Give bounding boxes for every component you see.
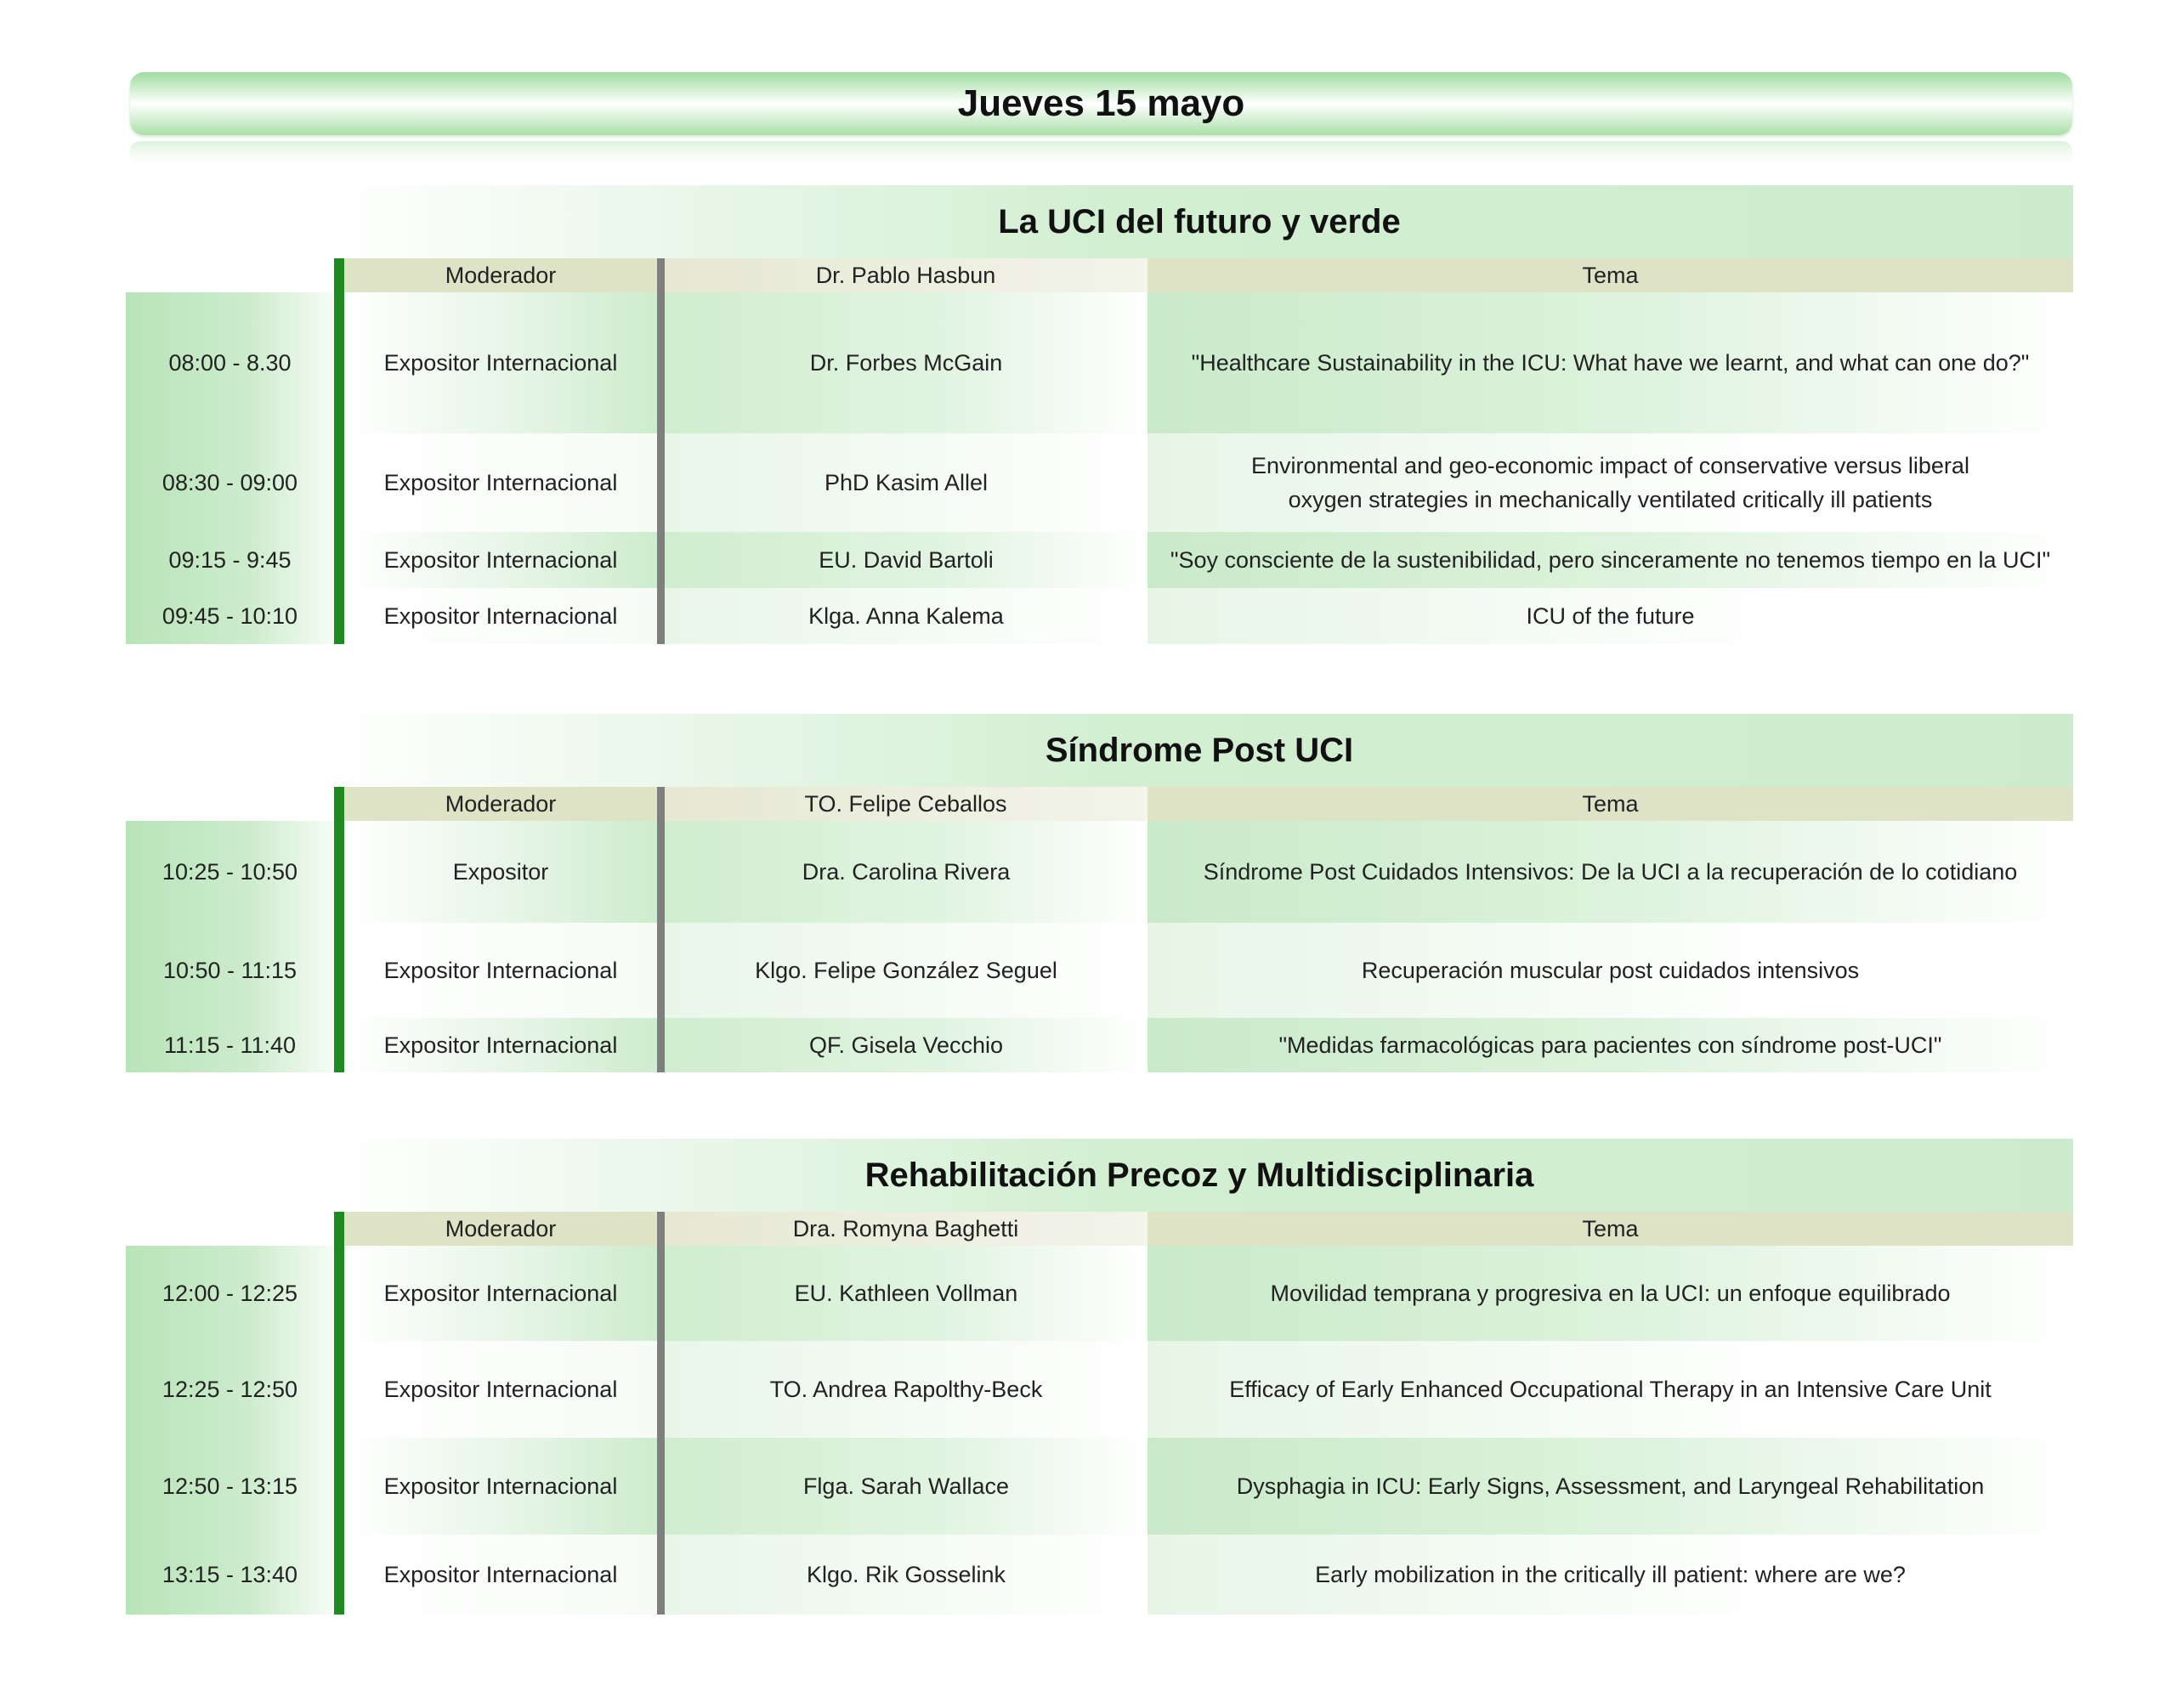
- day-title-reflection: [130, 141, 2072, 165]
- speaker-role: Expositor Internacional: [344, 588, 657, 644]
- speaker-name: QF. Gisela Vecchio: [665, 1018, 1148, 1072]
- speaker-name: Klga. Anna Kalema: [665, 588, 1148, 644]
- topic-label: Tema: [1148, 787, 2073, 821]
- session-block: [0, 714, 2176, 1072]
- talk-topic: Recuperación muscular post cuidados intensivos: [1148, 923, 2073, 1018]
- speaker-role: Expositor Internacional: [344, 1341, 657, 1438]
- time-slot: 11:15 - 11:40: [126, 1018, 334, 1072]
- schedule-row: [0, 1246, 2176, 1341]
- time-slot: 13:15 - 13:40: [126, 1535, 334, 1615]
- schedule-row: [0, 1438, 2176, 1535]
- schedule-row: [0, 1341, 2176, 1438]
- speaker-role: Expositor Internacional: [344, 1018, 657, 1072]
- speaker-role: Expositor Internacional: [344, 532, 657, 588]
- speaker-name: EU. Kathleen Vollman: [665, 1246, 1148, 1341]
- talk-topic: Efficacy of Early Enhanced Occupational Therapy in an Intensive Care Unit: [1148, 1341, 2073, 1438]
- schedule-row: [0, 532, 2176, 588]
- speaker-role: Expositor Internacional: [344, 923, 657, 1018]
- speaker-name: Dra. Carolina Rivera: [665, 821, 1148, 923]
- talk-topic: Environmental and geo-economic impact of conservative versus liberal oxygen strategies in mechanically ventilated critically ill patients: [1148, 433, 2073, 532]
- time-slot: 12:25 - 12:50: [126, 1341, 334, 1438]
- speaker-name: TO. Andrea Rapolthy-Beck: [665, 1341, 1148, 1438]
- topic-label: Tema: [1148, 1212, 2073, 1246]
- moderator-label: Moderador: [344, 258, 657, 292]
- time-slot: 09:45 - 10:10: [126, 588, 334, 644]
- talk-topic: "Medidas farmacológicas para pacientes con síndrome post-UCI": [1148, 1018, 2073, 1072]
- session-title: La UCI del futuro y verde: [326, 185, 2073, 258]
- speaker-name: Flga. Sarah Wallace: [665, 1438, 1148, 1535]
- talk-topic: ICU of the future: [1148, 588, 2073, 644]
- schedule-row: [0, 1535, 2176, 1615]
- moderator-name: TO. Felipe Ceballos: [664, 787, 1148, 821]
- session-header: [0, 1212, 2176, 1246]
- schedule-row: [0, 821, 2176, 923]
- speaker-role: Expositor Internacional: [344, 433, 657, 532]
- session-block: [0, 185, 2176, 644]
- time-slot: 12:00 - 12:25: [126, 1246, 334, 1341]
- day-title: Jueves 15 mayo: [130, 72, 2072, 135]
- speaker-role: Expositor Internacional: [344, 1535, 657, 1615]
- speaker-role: Expositor Internacional: [344, 1438, 657, 1535]
- talk-topic: Dysphagia in ICU: Early Signs, Assessment, and Laryngeal Rehabilitation: [1148, 1438, 2073, 1535]
- session-header: [0, 258, 2176, 292]
- talk-topic: "Soy consciente de la sustenibilidad, pero sinceramente no tenemos tiempo en la UCI": [1148, 532, 2073, 588]
- session-header: [0, 787, 2176, 821]
- speaker-name: EU. David Bartoli: [665, 532, 1148, 588]
- time-slot: 08:00 - 8.30: [126, 292, 334, 433]
- speaker-name: Klgo. Rik Gosselink: [665, 1535, 1148, 1615]
- speaker-name: PhD Kasim Allel: [665, 433, 1148, 532]
- session-title: Síndrome Post UCI: [326, 714, 2073, 787]
- schedule-row: [0, 433, 2176, 532]
- schedule-row: [0, 292, 2176, 433]
- topic-label: Tema: [1148, 258, 2073, 292]
- time-slot: 10:25 - 10:50: [126, 821, 334, 923]
- talk-topic: "Healthcare Sustainability in the ICU: What have we learnt, and what can one do?": [1148, 292, 2073, 433]
- speaker-role: Expositor Internacional: [344, 292, 657, 433]
- moderator-label: Moderador: [344, 1212, 657, 1246]
- speaker-name: Klgo. Felipe González Seguel: [665, 923, 1148, 1018]
- schedule-row: [0, 1018, 2176, 1072]
- session-title: Rehabilitación Precoz y Multidisciplinaria: [326, 1139, 2073, 1212]
- speaker-role: Expositor: [344, 821, 657, 923]
- schedule-row: [0, 588, 2176, 644]
- time-slot: 12:50 - 13:15: [126, 1438, 334, 1535]
- speaker-role: Expositor Internacional: [344, 1246, 657, 1341]
- schedule-row: [0, 923, 2176, 1018]
- talk-topic: Early mobilization in the critically ill patient: where are we?: [1148, 1535, 2073, 1615]
- speaker-name: Dr. Forbes McGain: [665, 292, 1148, 433]
- moderator-label: Moderador: [344, 787, 657, 821]
- session-block: [0, 1139, 2176, 1615]
- time-slot: 09:15 - 9:45: [126, 532, 334, 588]
- moderator-name: Dra. Romyna Baghetti: [664, 1212, 1148, 1246]
- time-slot: 10:50 - 11:15: [126, 923, 334, 1018]
- talk-topic: Movilidad temprana y progresiva en la UCI: un enfoque equilibrado: [1148, 1246, 2073, 1341]
- talk-topic: Síndrome Post Cuidados Intensivos: De la UCI a la recuperación de lo cotidiano: [1148, 821, 2073, 923]
- time-slot: 08:30 - 09:00: [126, 433, 334, 532]
- moderator-name: Dr. Pablo Hasbun: [664, 258, 1148, 292]
